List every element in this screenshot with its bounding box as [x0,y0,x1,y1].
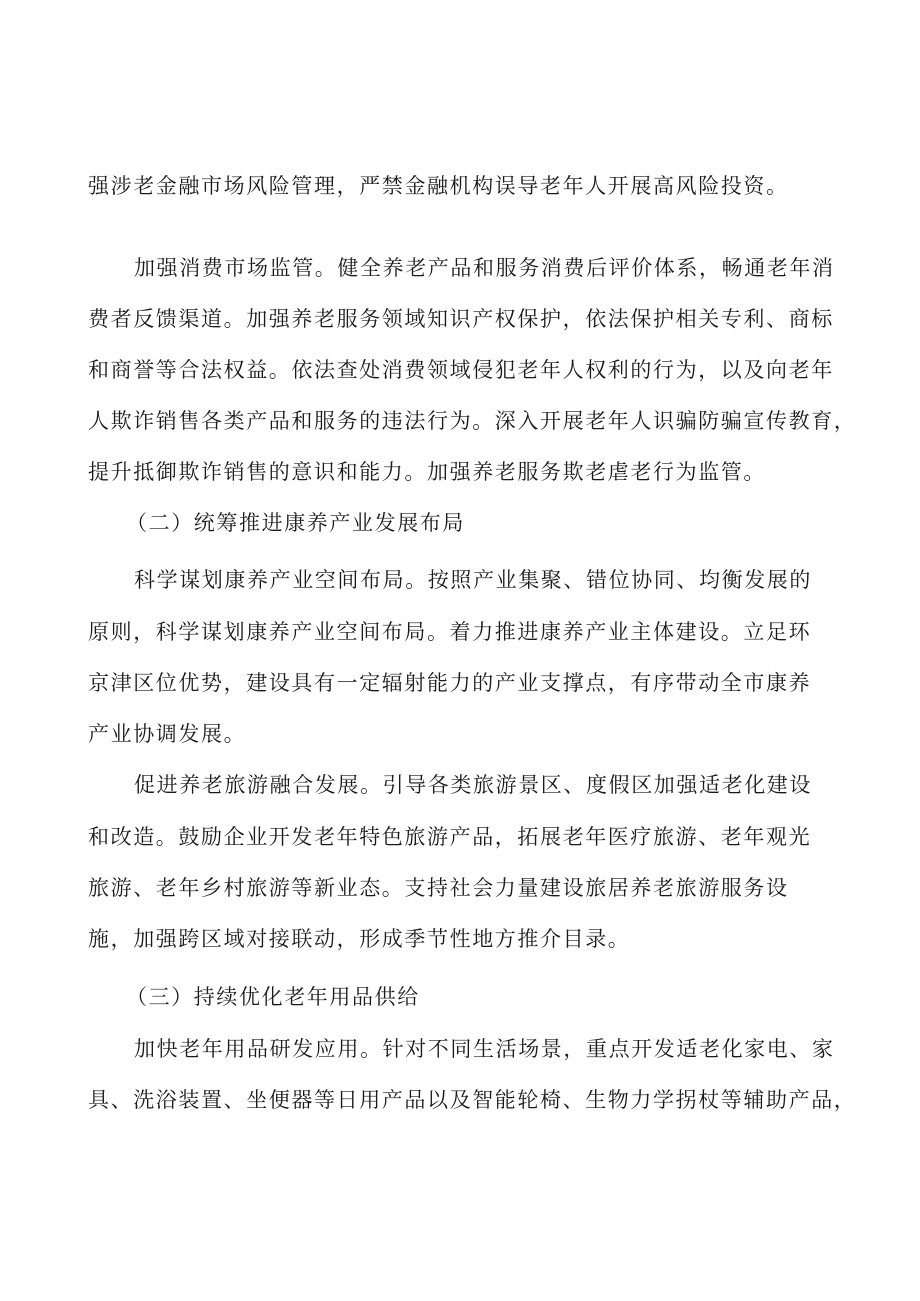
text-line: 强涉老金融市场风险管理，严禁金融机构误导老年人开展高风险投资。 [88,174,789,198]
text-line: 费者反馈渠道。加强养老服务领域知识产权保护，依法保护相关专利、商标 [88,307,834,331]
text-line: 旅游、老年乡村旅游等新业态。支持社会力量建设旅居养老旅游服务设 [88,876,789,900]
text-line: 施，加强跨区域对接联动，形成季节性地方推介目录。 [88,927,631,951]
text-line: 和商誉等合法权益。依法查处消费领域侵犯老年人权利的行为，以及向老年 [88,358,834,382]
paragraph-first-line: 加强消费市场监管。健全养老产品和服务消费后评价体系，畅通老年消 [134,256,835,280]
paragraph-first-line: 促进养老旅游融合发展。引导各类旅游景区、度假区加强适老化建设 [134,773,812,797]
text-line: 和改造。鼓励企业开发老年特色旅游产品，拓展老年医疗旅游、老年观光 [88,825,812,849]
text-line: 人欺诈销售各类产品和服务的违法行为。深入开展老年人识骗防骗宣传教育， [88,409,857,433]
text-line: 原则，科学谋划康养产业空间布局。着力推进康养产业主体建设。立足环 [88,620,812,644]
paragraph-first-line: 加快老年用品研发应用。针对不同生活场景，重点开发适老化家电、家 [134,1037,835,1061]
section-heading: （三）持续优化老年用品供给 [126,985,420,1009]
text-line: 京津区位优势，建设具有一定辐射能力的产业支撑点，有序带动全市康养 [88,671,812,695]
text-line: 提升抵御欺诈销售的意识和能力。加强养老服务欺老虐老行为监管。 [88,460,766,484]
text-line: 产业协调发展。 [88,722,247,746]
text-line: 具、洗浴装置、坐便器等日用产品以及智能轮椅、生物力学拐杖等辅助产品， [88,1088,857,1112]
section-heading: （二）统筹推进康养产业发展布局 [126,511,465,535]
paragraph-first-line: 科学谋划康养产业空间布局。按照产业集聚、错位协同、均衡发展的 [134,568,812,592]
